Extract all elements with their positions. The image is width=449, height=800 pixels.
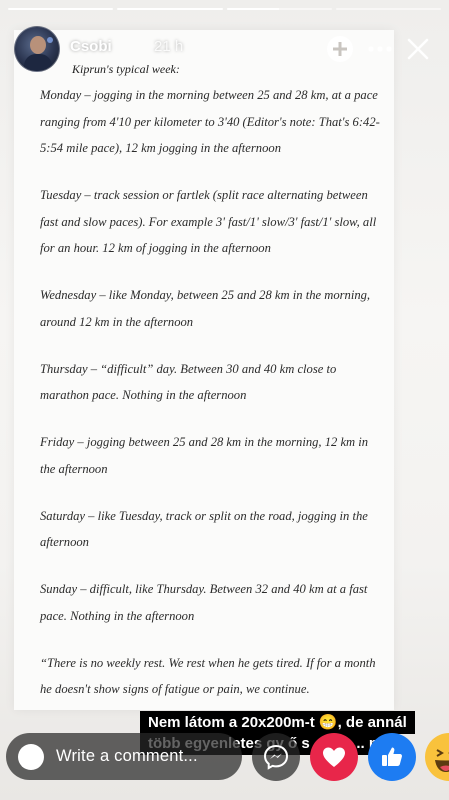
avatar-head [30,36,46,54]
paragraph-tuesday: Tuesday – track session or fartlek (split race alternating between fast and slow paces). For example 3' fast/1' slow/3' fast/1' slow, all for an hour. 12 km of jogging in the afternoon [40,188,377,255]
progress-segment [8,8,113,10]
progress-segment [227,8,332,10]
paragraph-sunday: Sunday – difficult, like Thursday. Between 32 and 40 km at a fast pace. Nothing in the afternoon [40,582,368,623]
progress-fill [8,8,113,10]
progress-segment [336,8,441,10]
more-dots-icon [365,34,395,64]
love-reaction-button[interactable] [310,733,358,781]
close-icon [403,34,433,64]
article-text [40,82,380,723]
paragraph-thursday: Thursday – “difficult” day. Between 30 and 40 km close to marathon pace. Nothing in the afternoon [40,361,337,402]
progress-fill [227,8,280,10]
paragraph-friday: Friday – jogging between 25 and 28 km in the morning, 12 km in the afternoon [40,435,369,476]
paragraph-monday: Monday – jogging in the morning between 25 and 28 km, at a pace ranging from 4'10 per kilometer to 3'40 (Editor's note: That's 6:42-5:54 mile pace), 12 km jogging in the afternoon [40,88,380,155]
story-header [14,22,435,74]
plus-circle-icon [325,34,355,64]
avatar-light [47,37,53,43]
overlay-caption: Kiprun's typical week: [72,62,180,76]
heart-icon [320,743,348,771]
avatar[interactable] [14,26,60,72]
more-options-button[interactable] [365,34,395,64]
caption-line-1: Nem látom a 20x200m-t 😁, de annál [140,711,415,734]
avatar-body [24,54,52,72]
paragraph-quote: “There is no weekly rest. We rest when he gets tired. If for a month he doesn't show signs of fatigue or pain, we continue. [40,655,376,696]
paragraph-saturday: Saturday – like Tuesday, track or split on the road, jogging in the afternoon [40,508,368,549]
caption-line-2: s ... [140,732,394,755]
messenger-button[interactable] [252,733,300,781]
comment-placeholder: Write a comment... [56,747,198,765]
progress-fill [117,8,222,10]
username[interactable]: Csobi [70,38,112,55]
close-button[interactable] [403,34,433,64]
add-button[interactable] [325,34,355,64]
story-progress-bar [8,8,441,10]
comment-bubble-icon [16,742,46,772]
like-reaction-button[interactable] [368,733,416,781]
timestamp: 21 h [154,38,184,55]
comment-input[interactable] [6,733,242,780]
messenger-icon [262,743,290,771]
thumbs-up-icon [378,743,406,771]
progress-segment [117,8,222,10]
paragraph-wednesday: Wednesday – like Monday, between 25 and 28 km in the morning, around 12 km in the afternoon [40,288,371,329]
